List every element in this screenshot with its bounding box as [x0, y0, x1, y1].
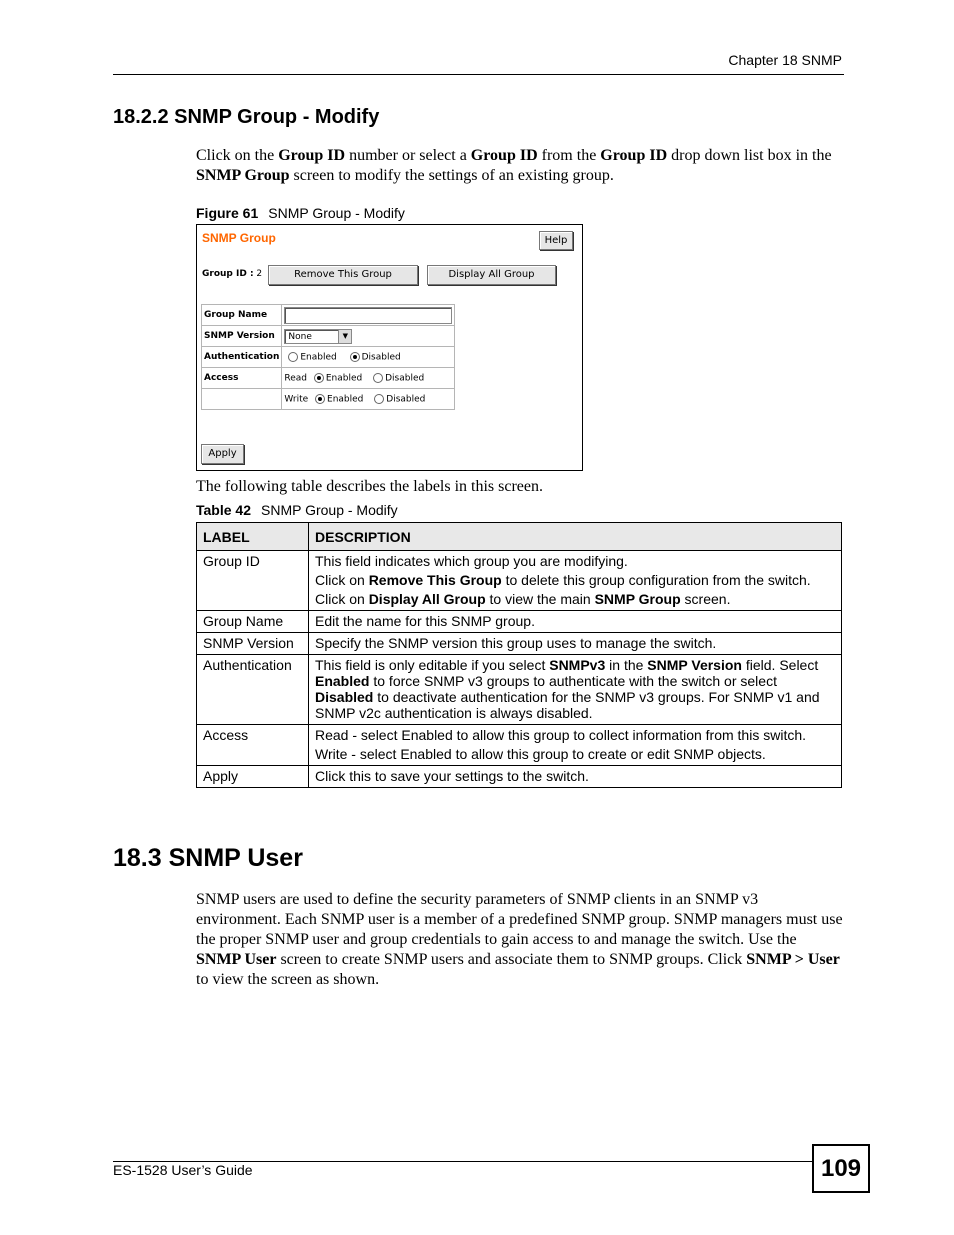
description-line: Click on Display All Group to view the main SNMP Group screen. — [315, 591, 731, 607]
figure-caption — [196, 205, 405, 221]
section-heading-modify: 18.2.2 SNMP Group - Modify — [113, 106, 380, 128]
label-description-table — [196, 522, 842, 788]
table-cell-label: Group Name — [197, 611, 309, 633]
table-row — [197, 551, 842, 611]
chapter-header: Chapter 18 SNMP — [728, 52, 842, 68]
bold-term: Disabled — [315, 689, 374, 705]
write-enabled-radio[interactable] — [315, 394, 325, 404]
table-cell-description — [309, 725, 842, 766]
column-header-description: DESCRIPTION — [309, 523, 842, 551]
access-read-cell — [282, 368, 455, 389]
table-row — [197, 655, 842, 725]
table-cell-label: Group ID — [197, 551, 309, 611]
authentication-label: Authentication — [202, 347, 282, 368]
table-row — [197, 766, 842, 788]
page-number: 109 — [812, 1144, 870, 1193]
snmp-version-cell — [282, 326, 455, 347]
snmp-group-screenshot — [196, 224, 583, 471]
table-cell-label: Apply — [197, 766, 309, 788]
table-cell-label: Access — [197, 725, 309, 766]
access-label: Access — [202, 368, 282, 389]
display-all-group-button[interactable]: Display All Group — [427, 265, 556, 285]
group-settings-form — [201, 304, 455, 410]
table-caption — [196, 502, 398, 518]
description-line: Edit the name for this SNMP group. — [315, 613, 535, 629]
bold-term: SNMP > User — [746, 951, 840, 968]
table-intro-text: The following table describes the labels in this screen. — [196, 478, 544, 495]
bold-term: SNMPv3 — [549, 657, 606, 673]
group-name-label: Group Name — [202, 305, 282, 326]
help-button[interactable]: Help — [539, 231, 573, 250]
write-enabled-label: Enabled — [327, 394, 364, 405]
form-row-access-write — [202, 389, 455, 410]
table-row — [197, 611, 842, 633]
auth-disabled-radio[interactable] — [350, 352, 360, 362]
bold-term: Group ID — [278, 147, 346, 164]
table-cell-description — [309, 611, 842, 633]
auth-enabled-label: Enabled — [300, 352, 337, 363]
snmp-user-paragraph: SNMP users are used to define the security parameters of SNMP clients in an SNMP v3 environment. Each SNMP user is a member of a predefined SNMP group. SNMP managers must use the proper SNMP user and group credentials to gain access to and manage the switch. Use the SNMP User screen to create SNMP users and associate them to SNMP groups. Click SNMP > User to view the screen as shown. — [196, 891, 843, 988]
table-caption-text: SNMP Group - Modify — [261, 502, 398, 518]
bold-term: SNMP Version — [647, 657, 742, 673]
description-line: Click on Remove This Group to delete this group configuration from the switch. — [315, 572, 811, 588]
remove-this-group-button[interactable]: Remove This Group — [268, 265, 418, 285]
bold-term: Group ID — [470, 147, 538, 164]
description-line: Write - select Enabled to allow this group to create or edit SNMP objects. — [315, 746, 766, 762]
bold-term: Remove This Group — [368, 572, 502, 588]
read-disabled-radio[interactable] — [373, 373, 383, 383]
access-write-cell — [282, 389, 455, 410]
auth-enabled-radio[interactable] — [288, 352, 298, 362]
write-disabled-radio[interactable] — [374, 394, 384, 404]
header-rule — [113, 74, 844, 75]
form-row-authentication — [202, 347, 455, 368]
section-heading-user: 18.3 SNMP User — [113, 844, 303, 872]
table-header-row — [197, 523, 842, 551]
apply-button[interactable]: Apply — [201, 444, 244, 464]
table-cell-description — [309, 655, 842, 725]
group-id-label: Group ID : 2 — [202, 269, 263, 279]
intro-paragraph: Click on the Group ID number or select a Group ID from the Group ID drop down list box in the SNMP Group screen to modify the settings of an existing group. — [196, 147, 832, 184]
bold-term: SNMP Group — [196, 167, 290, 184]
table-cell-description — [309, 551, 842, 611]
read-disabled-label: Disabled — [385, 373, 425, 384]
description-line: This field is only editable if you select SNMPv3 in the SNMP Version field. Select Enabled to force SNMP v3 groups to authenticate with the switch or select Disabled to deactivate authentication for the SNMP v3 groups. For SNMP v1 and SNMP v2c authentication is always disabled. — [315, 657, 820, 721]
screen-title: SNMP Group — [202, 231, 276, 245]
snmp-version-label: SNMP Version — [202, 326, 282, 347]
auth-disabled-label: Disabled — [361, 352, 401, 363]
form-row-access-read — [202, 368, 455, 389]
bold-term: Group ID — [600, 147, 668, 164]
chevron-down-icon[interactable]: ▼ — [338, 330, 351, 343]
column-header-label: LABEL — [197, 523, 309, 551]
table-row — [197, 633, 842, 655]
access-blank-cell — [202, 389, 282, 410]
write-disabled-label: Disabled — [386, 394, 426, 405]
group-name-input[interactable] — [284, 307, 452, 324]
description-line: This field indicates which group you are modifying. — [315, 553, 628, 569]
table-caption-number: Table 42 — [196, 502, 251, 518]
read-enabled-label: Enabled — [325, 373, 363, 384]
bold-term: Enabled — [315, 673, 370, 689]
write-label: Write — [284, 394, 309, 405]
description-line: Click this to save your settings to the switch. — [315, 768, 589, 784]
bold-term: SNMP User — [196, 951, 277, 968]
description-line: Specify the SNMP version this group uses to manage the switch. — [315, 635, 717, 651]
snmp-version-select[interactable] — [284, 329, 352, 344]
table-cell-description — [309, 633, 842, 655]
read-label: Read — [284, 373, 307, 384]
table-cell-label: SNMP Version — [197, 633, 309, 655]
table-body — [197, 551, 842, 788]
figure-caption-text: SNMP Group - Modify — [268, 205, 405, 221]
group-name-cell — [282, 305, 455, 326]
table-cell-label: Authentication — [197, 655, 309, 725]
figure-caption-number: Figure 61 — [196, 205, 259, 221]
authentication-cell — [282, 347, 455, 368]
description-line: Read - select Enabled to allow this group to collect information from this switch. — [315, 727, 807, 743]
form-row-snmp-version — [202, 326, 455, 347]
snmp-version-value: None — [288, 331, 312, 342]
footer-guide-title: ES-1528 User’s Guide — [113, 1162, 253, 1178]
bold-term: SNMP Group — [594, 591, 681, 607]
table-row — [197, 725, 842, 766]
bold-term: Display All Group — [368, 591, 486, 607]
read-enabled-radio[interactable] — [314, 373, 324, 383]
table-cell-description — [309, 766, 842, 788]
group-id-value: 2 — [256, 269, 263, 279]
form-row-group-name — [202, 305, 455, 326]
